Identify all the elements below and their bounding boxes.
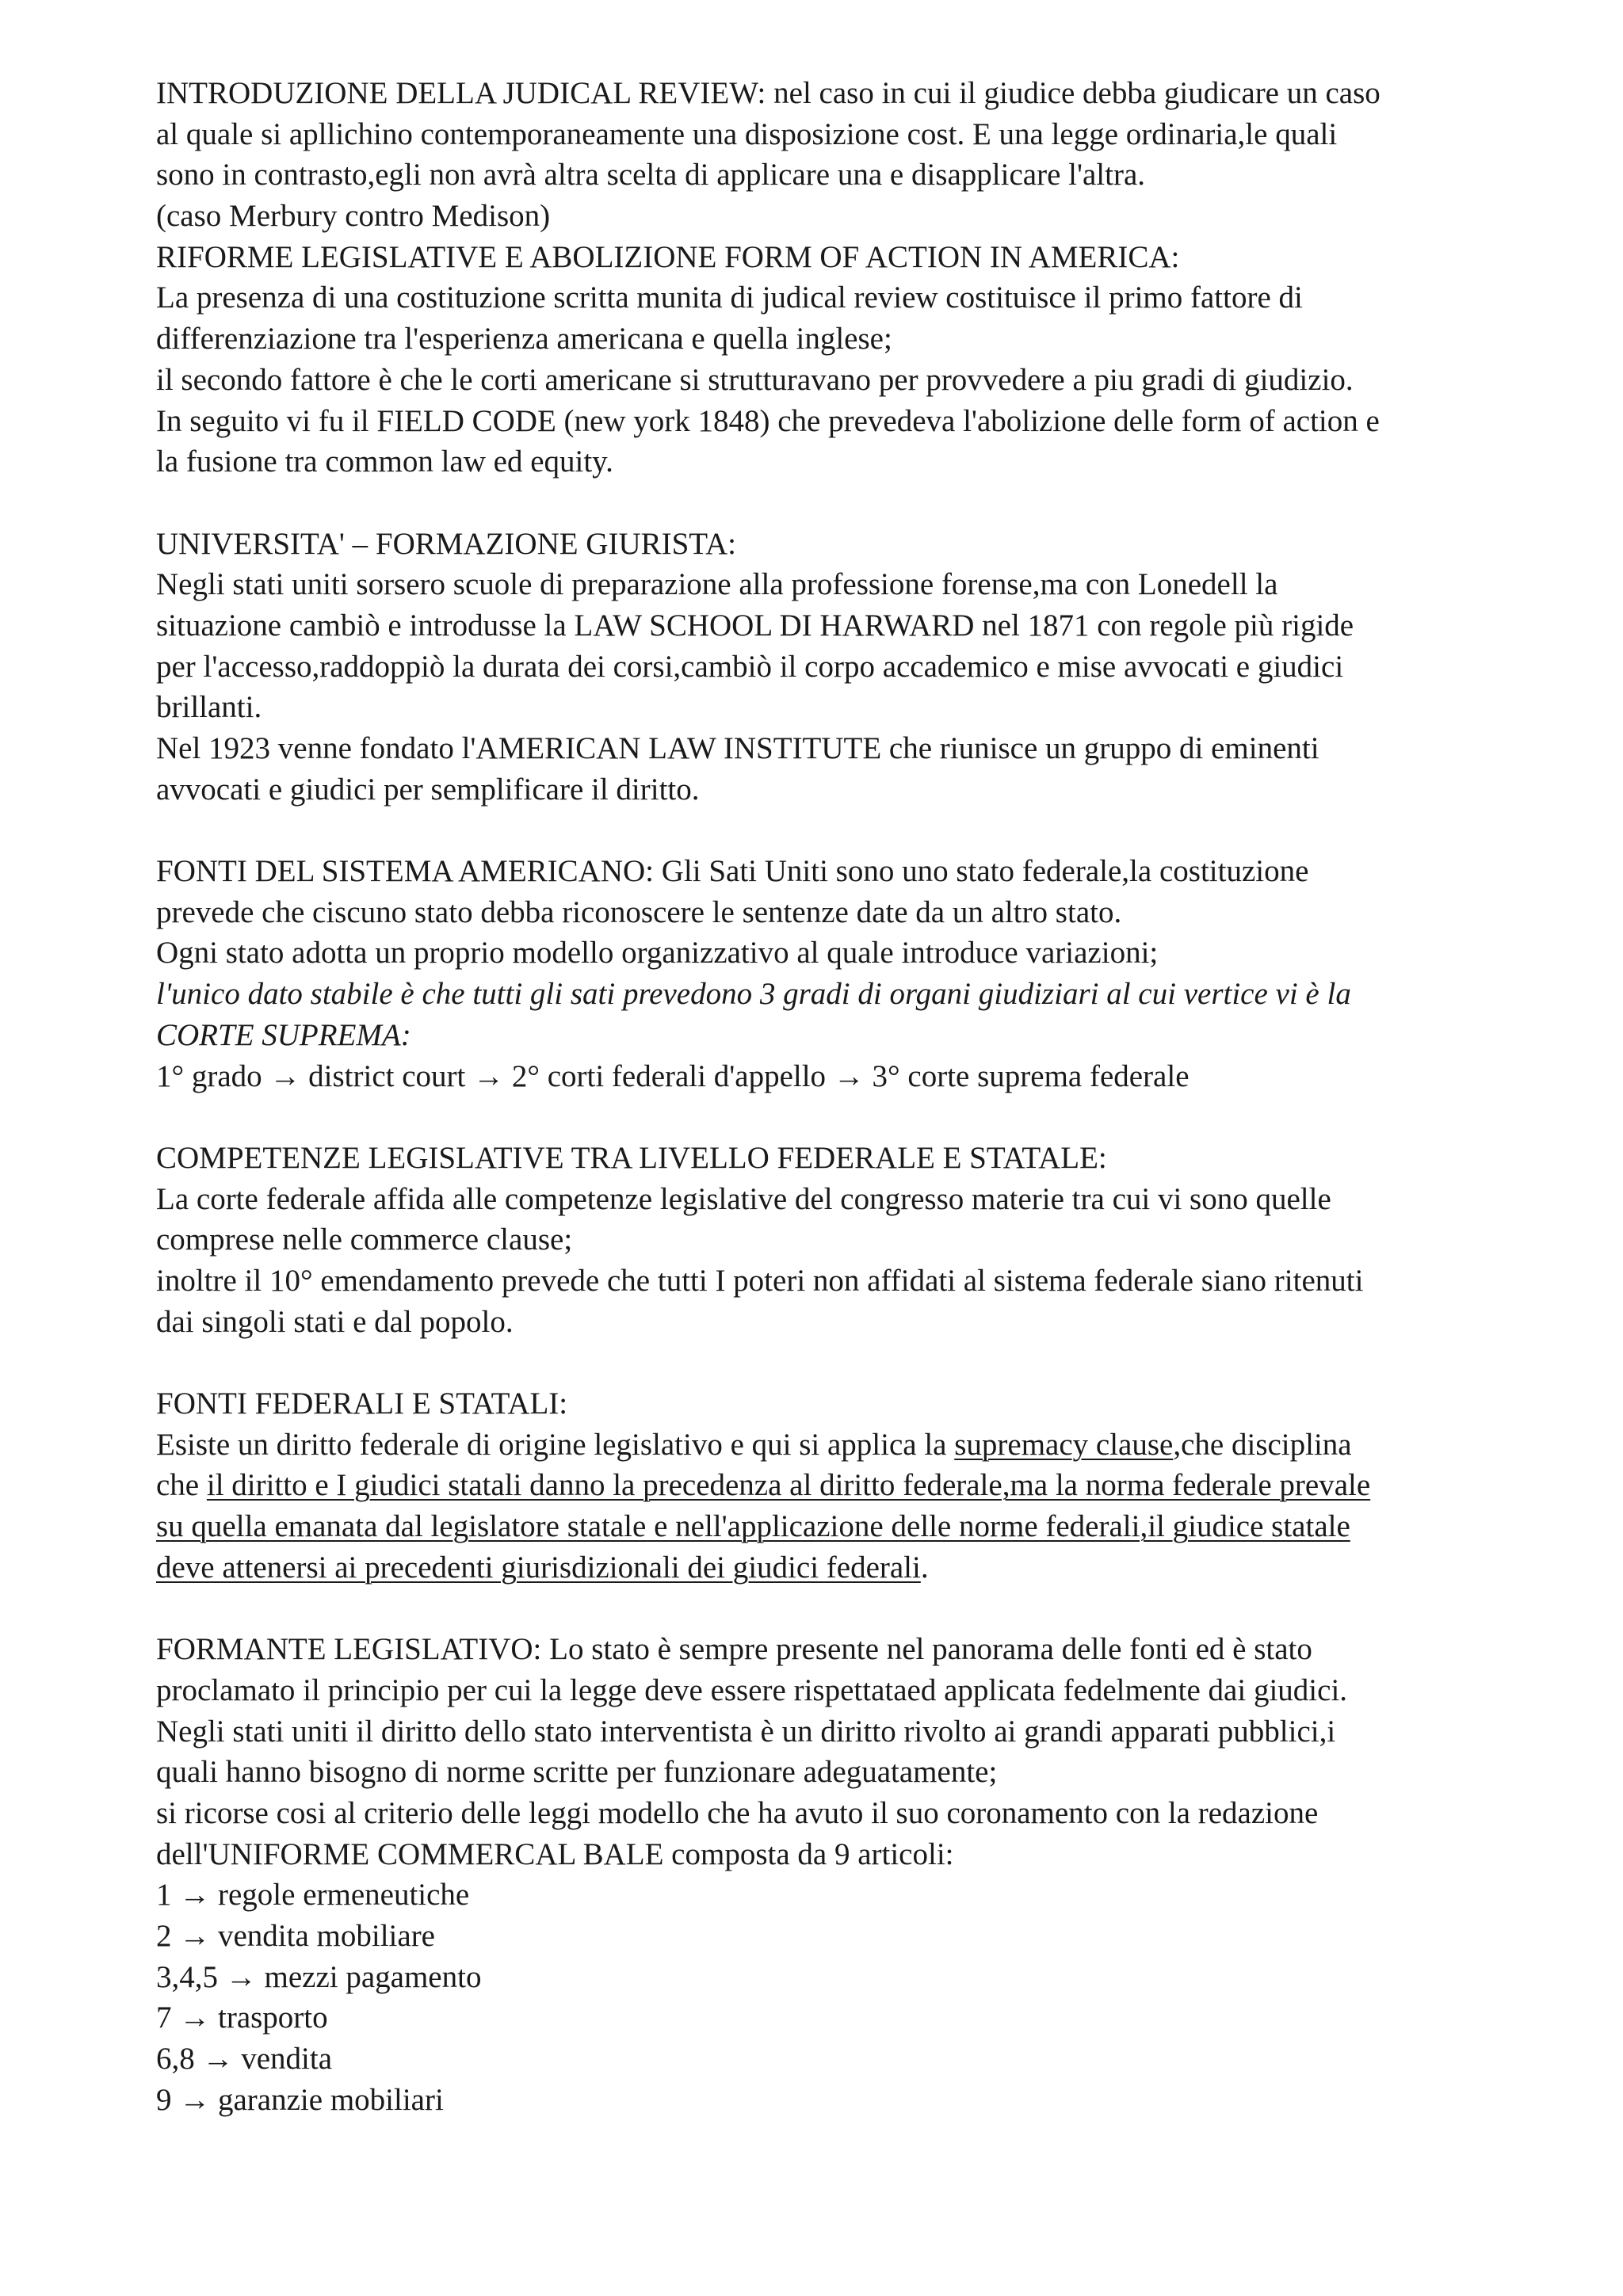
paragraph-line: FORMANTE LEGISLATIVO: Lo stato è sempre presente nel panorama delle fonti ed è stato <box>156 1632 1312 1667</box>
paragraph-line: dai singoli stati e dal popolo. <box>156 1304 514 1339</box>
italic-line: CORTE SUPREMA: <box>156 1017 411 1052</box>
section-formante-legislativo <box>156 1629 1503 2120</box>
paragraph-spacer <box>156 1588 1503 1629</box>
court-hierarchy-line: 1° grado → district court → 2° corti federali d'appello → 3° corte suprema federale <box>156 1058 1190 1093</box>
paragraph-line: Negli stati uniti il diritto dello stato interventista è un diritto rivolto ai grandi apparati pubblici,i <box>156 1714 1336 1749</box>
paragraph-line: Ogni stato adotta un proprio modello organizzativo al quale introduce variazioni; <box>156 936 1159 971</box>
section-judicial-review <box>156 73 1503 237</box>
underlined-text: deve attenersi ai precedenti giurisdizionali dei giudici federali <box>156 1550 921 1585</box>
paragraph-line: La presenza di una costituzione scritta munita di judical review costituisce il primo fattore di <box>156 280 1303 315</box>
section-fonti-federali-statali <box>156 1383 1503 1588</box>
paragraph-line: Negli stati uniti sorsero scuole di preparazione alla professione forense,ma con Lonedell la <box>156 567 1278 602</box>
list-item: 1 → regole ermeneutiche <box>156 1878 470 1913</box>
paragraph-line: (caso Merbury contro Medison) <box>156 199 551 234</box>
list-item: 2 → vendita mobiliare <box>156 1918 435 1953</box>
section-riforme-legislative <box>156 237 1503 482</box>
text-run: che <box>156 1468 207 1503</box>
paragraph-line: In seguito vi fu il FIELD CODE (new york 1848) che prevedeva l'abolizione delle form of action e <box>156 403 1380 438</box>
section-heading: RIFORME LEGISLATIVE E ABOLIZIONE FORM OF ACTION IN AMERICA: <box>156 239 1180 274</box>
paragraph-line: situazione cambiò e introdusse la LAW SCHOOL DI HARWARD nel 1871 con regole più rigide <box>156 608 1354 643</box>
paragraph-line: per l'accesso,raddoppiò la durata dei corsi,cambiò il corpo accademico e mise avvocati e giudici <box>156 649 1344 684</box>
paragraph-line: Nel 1923 venne fondato l'AMERICAN LAW INSTITUTE che riunisce un gruppo di eminenti <box>156 731 1319 765</box>
list-item: 7 → trasporto <box>156 2000 328 2035</box>
list-item: 6,8 → vendita <box>156 2042 333 2076</box>
paragraph-spacer <box>156 1097 1503 1138</box>
paragraph-line <box>156 1465 1503 1506</box>
text-run: . <box>920 1550 929 1585</box>
paragraph-spacer <box>156 1342 1503 1383</box>
section-heading: FONTI FEDERALI E STATALI: <box>156 1386 568 1421</box>
paragraph-line <box>156 1547 1503 1589</box>
paragraph-line: FONTI DEL SISTEMA AMERICANO: Gli Sati Uniti sono uno stato federale,la costituzione <box>156 854 1309 889</box>
document-page <box>156 73 1503 2120</box>
paragraph-line: dell'UNIFORME COMMERCAL BALE composta da 9 articoli: <box>156 1836 954 1871</box>
italic-line: l'unico dato stabile è che tutti gli sati prevedono 3 gradi di organi giudiziari al cui vertice vi è la <box>156 977 1351 1012</box>
paragraph-line: il secondo fattore è che le corti americane si strutturavano per provvedere a piu gradi di giudizio. <box>156 362 1354 397</box>
article-list <box>156 1875 1503 2120</box>
paragraph-spacer <box>156 482 1503 524</box>
text-run: ,che disciplina <box>1173 1427 1352 1462</box>
underlined-text: su quella emanata dal legislatore statale e nell'applicazione delle norme federali,il giudice statale <box>156 1509 1350 1544</box>
paragraph-line: la fusione tra common law ed equity. <box>156 444 613 479</box>
paragraph-line: brillanti. <box>156 690 262 725</box>
paragraph-spacer <box>156 810 1503 851</box>
paragraph-line: quali hanno bisogno di norme scritte per funzionare adeguatamente; <box>156 1755 998 1790</box>
paragraph-line: inoltre il 10° emendamento prevede che tutti I poteri non affidati al sistema federale siano ritenuti <box>156 1263 1364 1298</box>
paragraph-line: si ricorse cosi al criterio delle leggi modello che ha avuto il suo coronamento con la redazione <box>156 1795 1319 1830</box>
underlined-text: supremacy clause <box>954 1427 1174 1462</box>
underlined-text: il diritto e I giudici statali danno la precedenza al diritto federale,ma la norma federale prevale <box>206 1468 1371 1503</box>
section-universita <box>156 524 1503 810</box>
paragraph-line <box>156 1506 1503 1547</box>
paragraph-line: differenziazione tra l'esperienza americana e quella inglese; <box>156 322 892 357</box>
paragraph-line: avvocati e giudici per semplificare il diritto. <box>156 772 700 807</box>
paragraph-line <box>156 1425 1503 1466</box>
section-fonti-sistema-americano <box>156 851 1503 1097</box>
paragraph-line: al quale si apllichino contemporaneamente una disposizione cost. E una legge ordinaria,le quali <box>156 116 1338 151</box>
list-item: 3,4,5 → mezzi pagamento <box>156 1959 482 1994</box>
section-heading: UNIVERSITA' – FORMAZIONE GIURISTA: <box>156 526 737 561</box>
paragraph-line: comprese nelle commerce clause; <box>156 1222 573 1257</box>
text-run: Esiste un diritto federale di origine legislativo e qui si applica la <box>156 1427 955 1462</box>
paragraph-line: sono in contrasto,egli non avrà altra scelta di applicare una e disapplicare l'altra. <box>156 158 1146 193</box>
paragraph-line: proclamato il principio per cui la legge deve essere rispettataed applicata fedelmente dai giudici. <box>156 1672 1348 1707</box>
paragraph-line: La corte federale affida alle competenze legislative del congresso materie tra cui vi sono quelle <box>156 1181 1331 1216</box>
section-competenze-legislative <box>156 1138 1503 1342</box>
section-heading: COMPETENZE LEGISLATIVE TRA LIVELLO FEDERALE E STATALE: <box>156 1140 1107 1175</box>
list-item: 9 → garanzie mobiliari <box>156 2082 444 2117</box>
paragraph-line: prevede che ciscuno stato debba riconoscere le sentenze date da un altro stato. <box>156 894 1122 929</box>
paragraph-line: INTRODUZIONE DELLA JUDICAL REVIEW: nel caso in cui il giudice debba giudicare un caso <box>156 76 1381 110</box>
